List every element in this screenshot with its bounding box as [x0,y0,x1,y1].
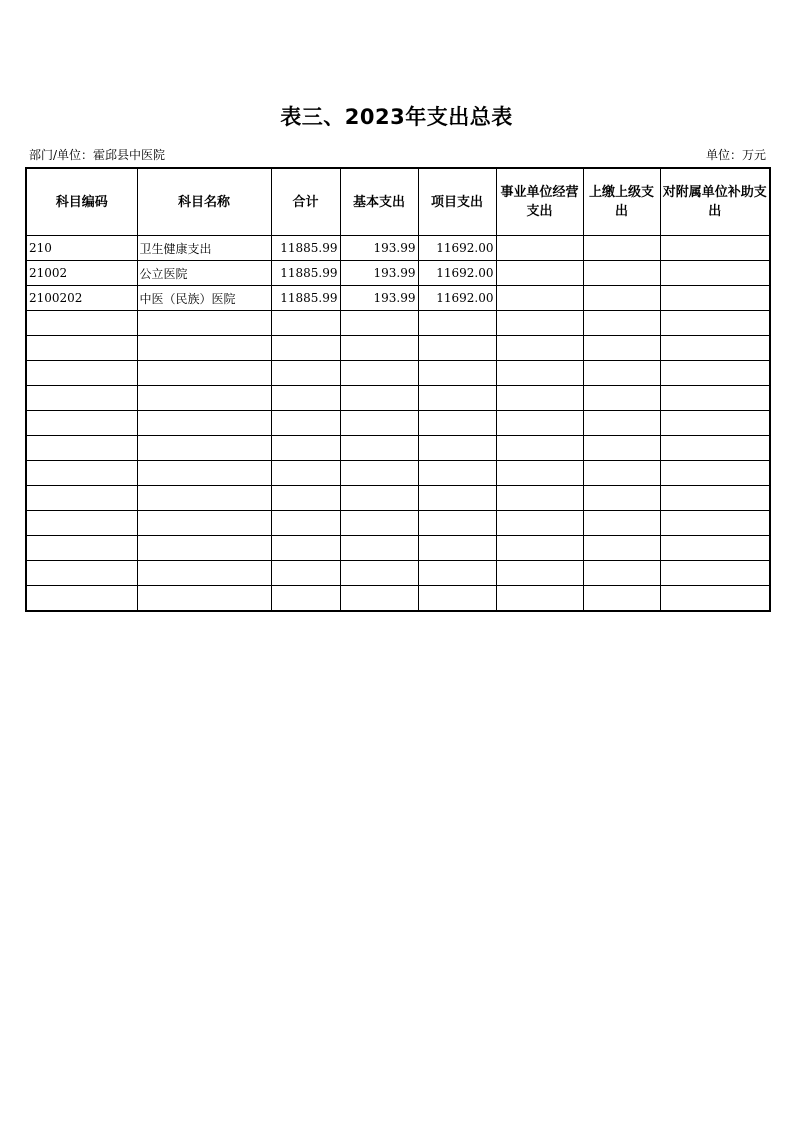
empty-cell [271,361,340,386]
empty-cell [137,561,271,586]
empty-cell [660,461,770,486]
unit-label: 单位：万元 [705,148,766,162]
empty-cell [26,386,137,411]
header-name: 科目名称 [137,168,271,236]
empty-cell [271,486,340,511]
empty-row [26,386,770,411]
empty-row [26,536,770,561]
empty-row [26,436,770,461]
empty-cell [660,361,770,386]
expenditure-table [25,167,771,612]
cell-basic: 193.99 [340,286,418,311]
cell-basic: 193.99 [340,261,418,286]
empty-cell [660,561,770,586]
empty-cell [271,561,340,586]
empty-cell [583,436,660,461]
empty-row [26,486,770,511]
empty-cell [340,561,418,586]
empty-cell [340,536,418,561]
empty-cell [271,511,340,536]
cell-name: 卫生健康支出 [137,236,271,261]
empty-row [26,461,770,486]
cell-subsidy [660,236,770,261]
table-header-row [26,168,770,236]
empty-cell [26,336,137,361]
empty-cell [583,336,660,361]
empty-cell [26,361,137,386]
empty-cell [583,311,660,336]
empty-cell [340,336,418,361]
empty-cell [26,561,137,586]
empty-cell [496,411,583,436]
empty-cell [137,411,271,436]
cell-name: 公立医院 [137,261,271,286]
header-total: 合计 [271,168,340,236]
empty-cell [496,536,583,561]
empty-cell [583,386,660,411]
empty-cell [137,511,271,536]
empty-cell [26,536,137,561]
empty-row [26,361,770,386]
empty-cell [418,536,496,561]
empty-cell [583,536,660,561]
empty-cell [137,436,271,461]
empty-cell [660,386,770,411]
table-row [26,261,770,286]
empty-cell [418,436,496,461]
empty-cell [340,511,418,536]
empty-cell [418,461,496,486]
empty-cell [271,311,340,336]
empty-cell [418,511,496,536]
page-title: 表三、2023年支出总表 [280,105,513,129]
empty-cell [496,386,583,411]
empty-cell [660,336,770,361]
empty-cell [340,361,418,386]
empty-cell [418,336,496,361]
cell-total: 11885.99 [271,261,340,286]
empty-cell [340,436,418,461]
empty-cell [26,436,137,461]
empty-row [26,336,770,361]
empty-cell [26,511,137,536]
empty-cell [271,586,340,612]
empty-row [26,311,770,336]
empty-cell [418,486,496,511]
header-subsidy: 对附属单位补助支出 [660,168,770,236]
empty-cell [271,386,340,411]
empty-cell [340,386,418,411]
empty-cell [583,461,660,486]
empty-cell [660,411,770,436]
empty-cell [137,386,271,411]
department-label: 部门/单位：霍邱县中医院 [29,148,166,162]
empty-cell [340,486,418,511]
cell-basic: 193.99 [340,236,418,261]
cell-code: 2100202 [26,286,137,311]
cell-total: 11885.99 [271,236,340,261]
header-basic: 基本支出 [340,168,418,236]
empty-row [26,411,770,436]
empty-cell [271,536,340,561]
cell-name: 中医（民族）医院 [137,286,271,311]
empty-cell [271,411,340,436]
cell-business [496,286,583,311]
empty-cell [137,486,271,511]
empty-cell [496,486,583,511]
empty-cell [583,411,660,436]
empty-cell [496,361,583,386]
empty-cell [271,336,340,361]
cell-upper [583,236,660,261]
empty-cell [137,361,271,386]
empty-cell [583,586,660,612]
empty-cell [26,461,137,486]
empty-cell [660,536,770,561]
header-project: 项目支出 [418,168,496,236]
empty-cell [496,511,583,536]
empty-cell [418,311,496,336]
empty-cell [583,561,660,586]
empty-cell [271,461,340,486]
cell-business [496,236,583,261]
empty-cell [418,386,496,411]
cell-code: 210 [26,236,137,261]
empty-cell [496,311,583,336]
cell-project: 11692.00 [418,286,496,311]
empty-cell [418,361,496,386]
header-business: 事业单位经营支出 [496,168,583,236]
empty-cell [418,561,496,586]
cell-code: 21002 [26,261,137,286]
empty-cell [26,586,137,612]
cell-project: 11692.00 [418,236,496,261]
empty-cell [583,511,660,536]
empty-cell [340,461,418,486]
empty-cell [137,336,271,361]
empty-cell [496,336,583,361]
empty-cell [340,311,418,336]
empty-row [26,561,770,586]
header-upper: 上缴上级支出 [583,168,660,236]
header-code: 科目编码 [26,168,137,236]
empty-cell [271,436,340,461]
table-row [26,286,770,311]
cell-subsidy [660,261,770,286]
empty-cell [340,411,418,436]
empty-cell [137,586,271,612]
empty-cell [496,561,583,586]
empty-cell [137,461,271,486]
empty-cell [26,311,137,336]
cell-upper [583,286,660,311]
empty-cell [340,586,418,612]
empty-row [26,511,770,536]
empty-cell [496,436,583,461]
empty-cell [418,411,496,436]
empty-cell [660,511,770,536]
empty-cell [660,486,770,511]
empty-cell [496,586,583,612]
empty-cell [137,536,271,561]
empty-cell [137,311,271,336]
cell-total: 11885.99 [271,286,340,311]
empty-cell [660,311,770,336]
cell-upper [583,261,660,286]
empty-cell [660,586,770,612]
cell-subsidy [660,286,770,311]
cell-project: 11692.00 [418,261,496,286]
empty-cell [660,436,770,461]
table-row [26,236,770,261]
empty-cell [26,486,137,511]
empty-cell [583,486,660,511]
empty-row [26,586,770,612]
empty-cell [26,411,137,436]
empty-cell [418,586,496,612]
cell-business [496,261,583,286]
empty-cell [583,361,660,386]
empty-cell [496,461,583,486]
